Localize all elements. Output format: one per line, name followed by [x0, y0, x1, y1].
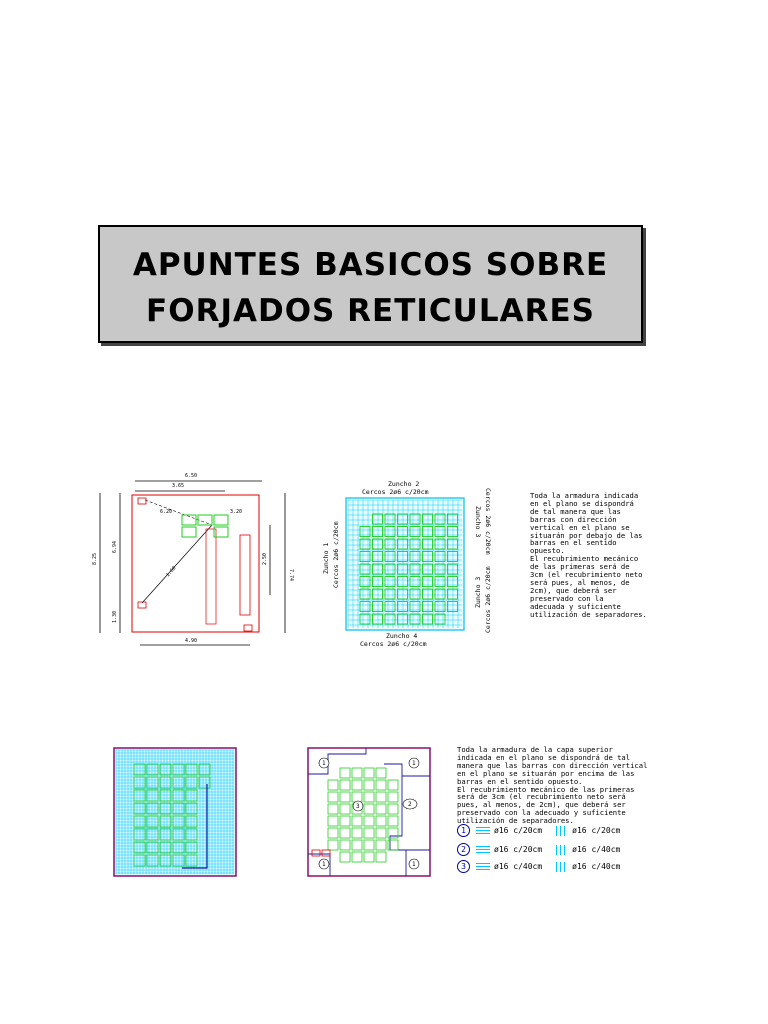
zuncho1-cercos: Cercos 2ø6 c/20cm — [332, 521, 340, 588]
legend-row-2 — [457, 843, 620, 855]
zuncho4-cercos: Cercos 2ø6 c/20cm — [360, 640, 427, 648]
title-box — [98, 225, 643, 343]
vertical-bars-icon — [556, 862, 566, 872]
marker-zone-3 — [353, 801, 363, 811]
plan-dimensions-drawing — [90, 465, 305, 655]
legend-vertical: ø16 c/40cm — [572, 845, 621, 854]
diagonal-line — [142, 525, 212, 603]
dim-label-b: 3.20 — [230, 509, 243, 515]
plan-mesh-drawing — [112, 746, 238, 878]
dim-left-small: 1.30 — [112, 610, 118, 623]
svg-text:3: 3 — [356, 803, 360, 810]
legend-horizontal: ø16 c/20cm — [494, 845, 543, 854]
svg-text:1: 1 — [322, 861, 326, 868]
marker-zone-1 — [409, 758, 419, 768]
svg-text:1: 1 — [412, 760, 416, 767]
legend-horizontal: ø16 c/20cm — [494, 826, 543, 835]
horizontal-bars-icon — [476, 827, 490, 835]
plan-zunchos-drawing — [318, 478, 498, 650]
legend-row-3 — [457, 860, 620, 872]
zuncho4-label: Zuncho 4 — [386, 632, 418, 640]
zuncho3-top-cercos: Cercos 2ø6 c/20cm — [484, 488, 492, 555]
capital-cell — [182, 527, 196, 537]
slab-outline — [114, 748, 236, 876]
horizontal-bars-icon — [476, 846, 490, 854]
dim-top-partial: 3.65 — [172, 483, 185, 489]
vertical-bars-icon — [556, 826, 566, 836]
legend-vertical: ø16 c/40cm — [572, 862, 621, 871]
opening-rect — [240, 535, 250, 615]
column-strip — [206, 529, 216, 624]
dim-bottom: 4.90 — [185, 638, 198, 644]
column-mark — [138, 498, 146, 504]
legend-row-1 — [457, 824, 620, 836]
zuncho1-label: Zuncho 1 — [322, 542, 330, 574]
column-mark — [244, 625, 252, 631]
svg-text:1: 1 — [412, 861, 416, 868]
zuncho2-cercos: Cercos 2ø6 c/20cm — [362, 488, 429, 496]
dim-left-inner: 6.94 — [112, 540, 118, 553]
dim-right-inner: 2.50 — [262, 552, 268, 565]
zuncho3-bottom-label: Zuncho 3 — [474, 576, 482, 608]
title-line-1: APUNTES BASICOS SOBRE — [132, 247, 609, 283]
dim-top-total: 6.50 — [185, 473, 198, 479]
note-lower-reinforcement: Toda la armadura indicada en el plano se dispondrá de tal manera que las barras con dirección vertical en el plano se situarán por debajo de las barras en el sentido opuesto. El recubrimiento mecánico de las primeras será de 3cm (el recubrimiento neto será pues, al menos, de 2cm), que deberá ser preservado con la adecuada y suficiente utilización de separadores. — [530, 491, 647, 619]
marker-zone-2 — [403, 799, 417, 809]
plan-zones-drawing — [306, 746, 432, 878]
capital-cell — [198, 515, 212, 525]
dim-left-total: 8.25 — [92, 552, 98, 565]
marker-zone-1 — [319, 859, 329, 869]
zuncho3-top-label: Zuncho 3 — [474, 506, 482, 538]
legend-horizontal: ø16 c/40cm — [494, 862, 543, 871]
capital-cell — [214, 515, 228, 525]
zuncho3-bottom-cercos: Cercos 2ø6 c/20cm — [484, 566, 492, 633]
reinforcement-legend — [457, 824, 697, 876]
marker-zone-1 — [319, 758, 329, 768]
vertical-bars-icon — [556, 845, 566, 855]
svg-text:1: 1 — [322, 760, 326, 767]
dim-right-total: 7.74 — [288, 569, 294, 582]
title-line-2: FORJADOS RETICULARES — [146, 293, 595, 329]
legend-number: 3 — [457, 860, 470, 873]
dashed-line — [145, 500, 212, 525]
dim-diagonal: 1.60 — [165, 565, 178, 579]
svg-text:2: 2 — [408, 801, 412, 808]
legend-number: 2 — [457, 843, 470, 856]
marker-zone-1 — [409, 859, 419, 869]
note-upper-reinforcement: Toda la armadura de la capa superior indicada en el plano se dispondrá de tal manera que las barras con dirección vertical en el plano se situarán por encima de las barras en el sentido opuesto. El recubrimiento mecánico de las primeras será de 3cm (el recubrimiento neto será pues, al menos, de 2cm), que deberá ser preservado con la adecuado y suficiente utilización de separadores. — [457, 745, 648, 826]
dim-label-a: 6.20 — [160, 509, 173, 515]
legend-number: 1 — [457, 824, 470, 837]
zuncho2-label: Zuncho 2 — [388, 480, 420, 488]
legend-vertical: ø16 c/20cm — [572, 826, 621, 835]
horizontal-bars-icon — [476, 863, 490, 871]
